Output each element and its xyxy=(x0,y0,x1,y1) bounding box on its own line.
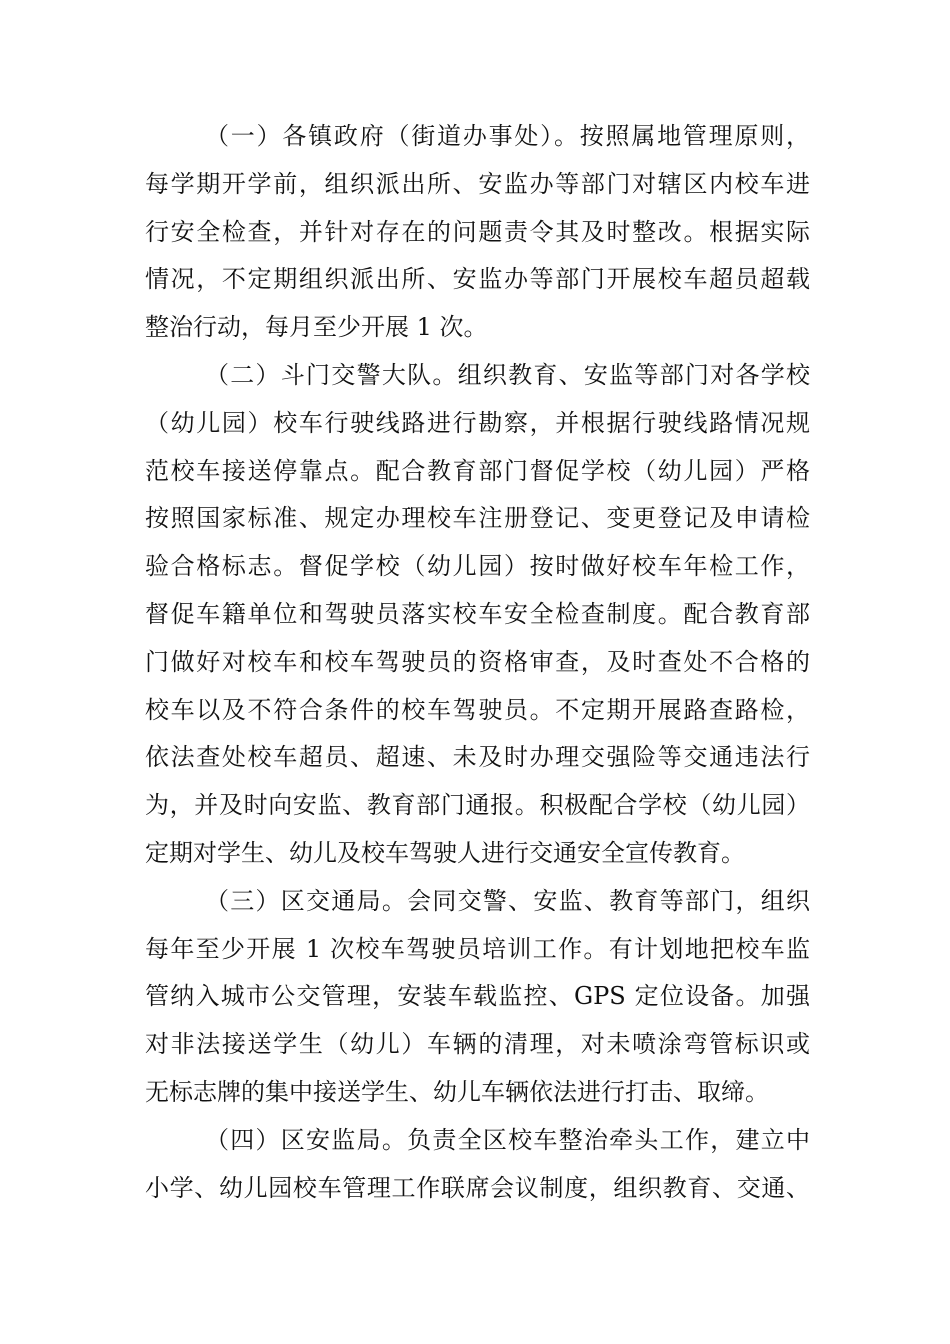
paragraph-2-line-8: 校车以及不符合条件的校车驾驶员。不定期开展路查路检， xyxy=(145,695,810,724)
paragraph-2-line-3: 范校车接送停靠点。配合教育部门督促学校（幼儿园）严格 xyxy=(145,456,810,485)
paragraph-2-line-1: （二）斗门交警大队。组织教育、安监等部门对各学校 xyxy=(205,360,810,389)
paragraph-3-line-2: 每年至少开展 1 次校车驾驶员培训工作。有计划地把校车监 xyxy=(145,934,810,963)
paragraph-2-line-6: 督促车籍单位和驾驶员落实校车安全检查制度。配合教育部 xyxy=(145,599,810,628)
paragraph-2-line-5: 验合格标志。督促学校（幼儿园）按时做好校车年检工作， xyxy=(145,552,810,581)
paragraph-2-line-10: 为，并及时向安监、教育部门通报。积极配合学校（幼儿园） xyxy=(145,791,810,820)
paragraph-2-line-7: 门做好对校车和校车驾驶员的资格审查，及时查处不合格的 xyxy=(145,647,810,676)
paragraph-2-line-2: （幼儿园）校车行驶线路进行勘察，并根据行驶线路情况规 xyxy=(145,408,810,437)
paragraph-1-line-1: （一）各镇政府（街道办事处）。按照属地管理原则， xyxy=(205,122,810,150)
paragraph-2-line-4: 按照国家标准、规定办理校车注册登记、变更登记及申请检 xyxy=(145,504,810,533)
paragraph-1-line-4: 情况，不定期组织派出所、安监办等部门开展校车超员超载 xyxy=(145,265,810,294)
paragraph-4-line-1: （四）区安监局。负责全区校车整治牵头工作，建立中 xyxy=(205,1125,810,1154)
paragraph-3-line-1: （三）区交通局。会同交警、安监、教育等部门，组织 xyxy=(205,886,810,915)
paragraph-2-line-11: 定期对学生、幼儿及校车驾驶人进行交通安全宣传教育。 xyxy=(145,838,745,867)
paragraph-3-line-4: 对非法接送学生（幼儿）车辆的清理，对未喷涂弯管标识或 xyxy=(145,1030,810,1059)
document-body xyxy=(145,113,810,1212)
paragraph-2-line-9: 依法查处校车超员、超速、未及时办理交强险等交通违法行 xyxy=(145,743,810,772)
paragraph-1-line-2: 每学期开学前，组织派出所、安监办等部门对辖区内校车进 xyxy=(145,169,810,198)
paragraph-1-line-5: 整治行动，每月至少开展 1 次。 xyxy=(145,313,488,342)
paragraph-1-line-3: 行安全检查，并针对存在的问题责令其及时整改。根据实际 xyxy=(145,217,810,246)
paragraph-3-line-5: 无标志牌的集中接送学生、幼儿车辆依法进行打击、取缔。 xyxy=(145,1077,769,1106)
paragraph-4-line-2: 小学、幼儿园校车管理工作联席会议制度，组织教育、交通、 xyxy=(145,1173,810,1202)
paragraph-3-line-3: 管纳入城市公交管理，安装车载监控、GPS 定位设备。加强 xyxy=(145,982,810,1011)
